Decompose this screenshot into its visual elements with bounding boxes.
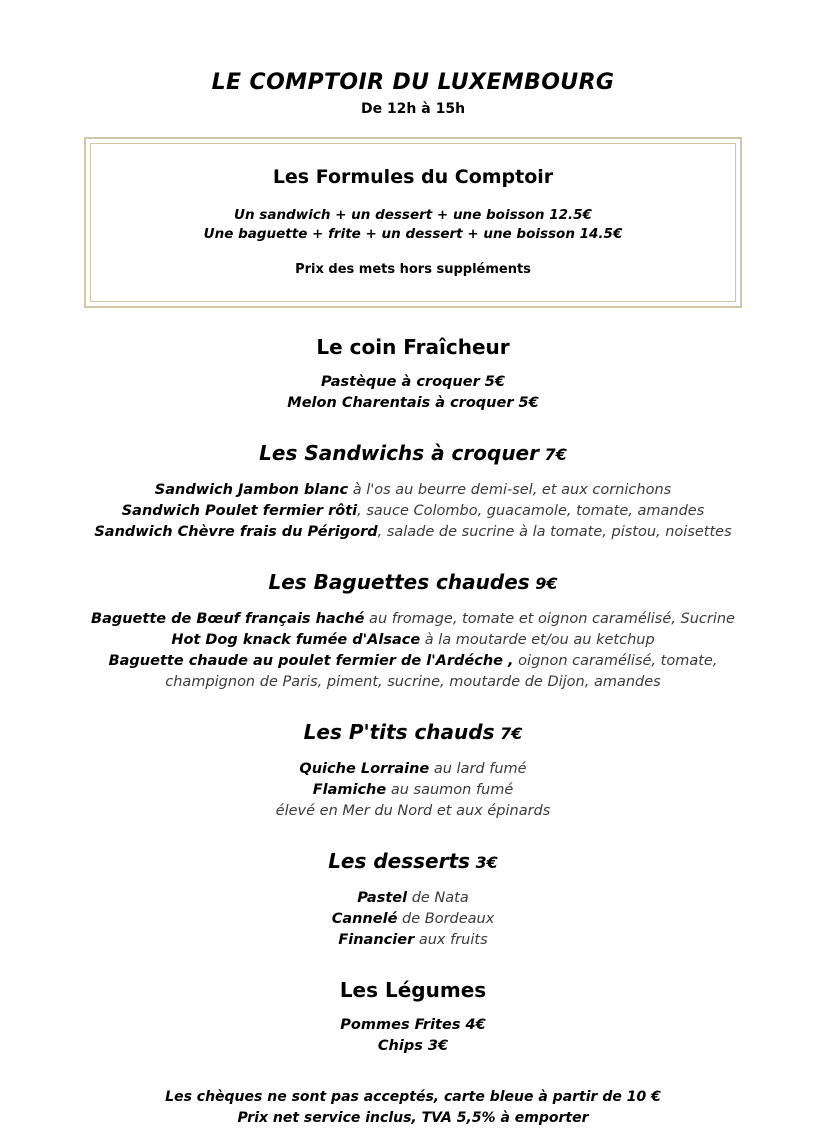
section-price: 7€ bbox=[494, 724, 523, 743]
section-heading bbox=[48, 440, 778, 468]
menu-section bbox=[48, 848, 778, 951]
menu-item-description: , salade de sucrine à la tomate, pistou, noisettes bbox=[377, 524, 732, 540]
section-title: Les P'tits chauds bbox=[303, 720, 495, 744]
menu-item bbox=[48, 888, 778, 909]
menu-item bbox=[48, 672, 778, 693]
menu-item bbox=[48, 651, 778, 672]
footer-notes bbox=[48, 1087, 778, 1129]
section-heading bbox=[48, 719, 778, 747]
menu-item-name: Cannelé bbox=[331, 911, 398, 927]
menu-item bbox=[48, 930, 778, 951]
menu-item bbox=[48, 1015, 778, 1036]
menu-item-name: Sandwich Chèvre frais du Périgord bbox=[94, 524, 378, 540]
menu-item bbox=[48, 372, 778, 393]
menu-section bbox=[48, 440, 778, 543]
menu-section bbox=[48, 977, 778, 1057]
menu-item-description: de Nata bbox=[407, 890, 469, 906]
menu-item-name: Melon Charentais à croquer 5€ bbox=[287, 395, 539, 411]
menu-item-description: oignon caramélisé, tomate, bbox=[513, 653, 718, 669]
section-price: 3€ bbox=[469, 853, 498, 872]
footer-line-1: Les chèques ne sont pas acceptés, carte bleue à partir de 10 € bbox=[165, 1089, 661, 1105]
formules-box bbox=[84, 137, 742, 308]
menu-item-name: Financier bbox=[338, 932, 415, 948]
menu-item-description: à l'os au beurre demi-sel, et aux cornichons bbox=[348, 482, 672, 498]
section-heading bbox=[48, 848, 778, 876]
section-title: Les Baguettes chaudes bbox=[268, 570, 530, 594]
menu-section bbox=[48, 569, 778, 693]
menu-section bbox=[48, 719, 778, 822]
section-title: Les desserts bbox=[328, 849, 470, 873]
page-title: LE COMPTOIR DU LUXEMBOURG bbox=[211, 70, 615, 95]
menu-item bbox=[48, 909, 778, 930]
menu-item-name: Sandwich Poulet fermier rôti bbox=[121, 503, 358, 519]
section-price: 9€ bbox=[529, 574, 558, 593]
formules-line-2: Une baguette + frite + un dessert + une boisson 14.5€ bbox=[203, 226, 623, 242]
menu-item-description: , sauce Colombo, guacamole, tomate, amandes bbox=[357, 503, 705, 519]
formules-note: Prix des mets hors suppléments bbox=[295, 262, 531, 277]
menu-item-description: élevé en Mer du Nord et aux épinards bbox=[275, 803, 551, 819]
menu-item-name: Pommes Frites 4€ bbox=[340, 1017, 486, 1033]
menu-item-name: Sandwich Jambon blanc bbox=[154, 482, 349, 498]
menu-item bbox=[48, 759, 778, 780]
section-title: Le coin Fraîcheur bbox=[316, 335, 510, 359]
menu-sections bbox=[48, 334, 778, 1057]
footer-line-2: Prix net service inclus, TVA 5,5% à emporter bbox=[237, 1110, 589, 1126]
menu-item bbox=[48, 780, 778, 801]
section-title: Les Sandwichs à croquer bbox=[259, 441, 539, 465]
menu-item-description: champignon de Paris, piment, sucrine, moutarde de Dijon, amandes bbox=[165, 674, 661, 690]
menu-item bbox=[48, 1036, 778, 1057]
menu-item bbox=[48, 501, 778, 522]
menu-item bbox=[48, 609, 778, 630]
section-heading bbox=[48, 334, 778, 360]
menu-item-name: Hot Dog knack fumée d'Alsace bbox=[171, 632, 421, 648]
menu-item bbox=[48, 630, 778, 651]
menu-item bbox=[48, 801, 778, 822]
menu-item-name: Quiche Lorraine bbox=[299, 761, 430, 777]
section-title: Les Légumes bbox=[339, 978, 487, 1002]
formules-inner bbox=[90, 143, 736, 302]
opening-hours: De 12h à 15h bbox=[360, 101, 466, 117]
menu-section bbox=[48, 334, 778, 414]
menu-item-description: aux fruits bbox=[414, 932, 488, 948]
section-heading bbox=[48, 569, 778, 597]
menu-item bbox=[48, 522, 778, 543]
menu-item-name: Baguette chaude au poulet fermier de l'Ardéche , bbox=[108, 653, 514, 669]
menu-item-name: Baguette de Bœuf français haché bbox=[91, 611, 365, 627]
menu-item-name: Chips 3€ bbox=[377, 1038, 449, 1054]
menu-item-description: au fromage, tomate et oignon caramélisé, Sucrine bbox=[364, 611, 735, 627]
menu-item bbox=[48, 480, 778, 501]
formules-line-1: Un sandwich + un dessert + une boisson 12.5€ bbox=[234, 207, 592, 223]
section-price: 7€ bbox=[538, 445, 567, 464]
menu-item-description: au lard fumé bbox=[429, 761, 527, 777]
menu-item-name: Flamiche bbox=[312, 782, 387, 798]
menu-item-name: Pastel bbox=[357, 890, 408, 906]
menu-item bbox=[48, 393, 778, 414]
menu-item-description: au saumon fumé bbox=[386, 782, 514, 798]
menu-item-name: Pastèque à croquer 5€ bbox=[321, 374, 505, 390]
section-heading bbox=[48, 977, 778, 1003]
menu-item-description: à la moutarde et/ou au ketchup bbox=[420, 632, 655, 648]
menu-item-description: de Bordeaux bbox=[397, 911, 495, 927]
formules-title: Les Formules du Comptoir bbox=[272, 166, 554, 188]
